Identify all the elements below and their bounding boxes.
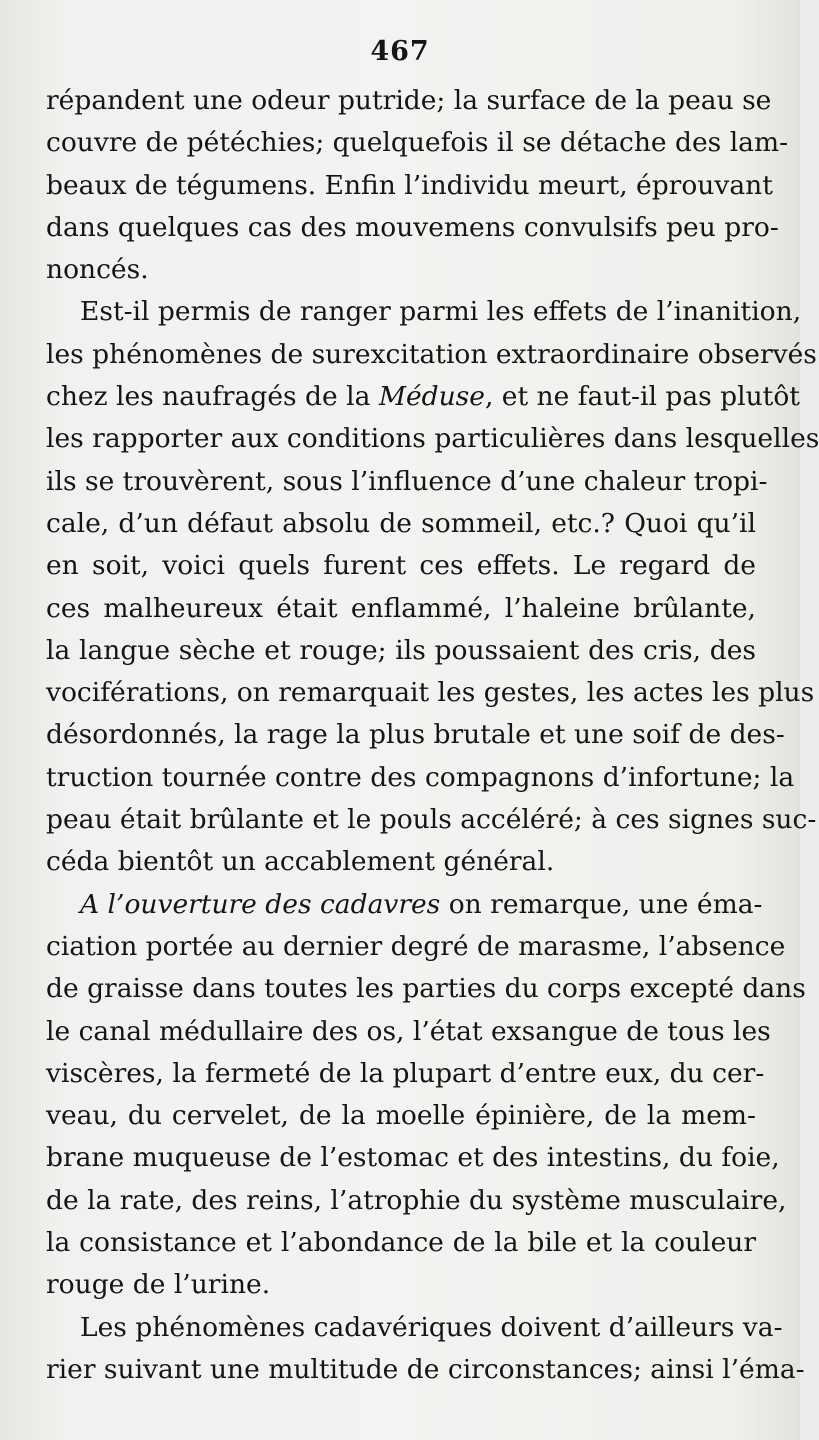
text-line — [46, 714, 785, 756]
text-line — [46, 545, 756, 587]
text-line — [46, 1180, 787, 1222]
body-text — [46, 80, 819, 1391]
text-segment: ces malheureux était enflammé, l’haleine brûlante, — [46, 592, 756, 624]
text-segment: truction tournée contre des compagnons d’infortune; la — [46, 761, 795, 793]
paragraph — [46, 884, 806, 1307]
text-segment: peau était brûlante et le pouls accéléré; à ces signes suc- — [46, 804, 817, 836]
text-segment: brane muqueuse de l’estomac et des intestins, du foie, — [46, 1142, 780, 1174]
text-segment: on remarque, une éma- — [440, 888, 763, 920]
text-segment: chez les naufragés de la — [46, 381, 379, 413]
text-line — [46, 1137, 780, 1179]
text-line — [46, 588, 756, 630]
text-segment: Les phénomènes cadavériques doivent d’ailleurs va- — [80, 1311, 783, 1343]
text-line — [46, 376, 800, 418]
text-line — [46, 1095, 756, 1137]
text-segment: couvre de pétéchies; quelquefois il se détache des lam- — [46, 127, 789, 159]
text-segment: veau, du cervelet, de la moelle épinière, de la mem- — [46, 1100, 756, 1132]
text-segment: en soit, voici quels furent ces effets. Le regard de — [46, 550, 756, 582]
text-line — [46, 884, 763, 926]
text-line — [46, 122, 789, 164]
text-segment: la consistance et l’abondance de la bile et la couleur — [46, 1227, 756, 1259]
text-line — [46, 207, 779, 249]
text-line — [46, 1307, 783, 1349]
text-segment: beaux de tégumens. Enfin l’individu meurt, éprouvant — [46, 169, 773, 201]
text-line — [46, 968, 806, 1010]
text-line — [46, 630, 756, 672]
text-segment: cale, d’un défaut absolu de sommeil, etc.? Quoi qu’il — [46, 507, 756, 539]
text-line — [46, 165, 773, 207]
text-line — [46, 418, 819, 460]
text-line — [46, 249, 756, 291]
text-segment: ils se trouvèrent, sous l’influence d’une chaleur tropi- — [46, 465, 768, 497]
text-line — [46, 80, 772, 122]
text-line — [46, 1349, 805, 1391]
text-segment: les rapporter aux conditions particulières dans lesquelles — [46, 423, 819, 455]
text-segment: répandent une odeur putride; la surface de la peau se — [46, 85, 772, 116]
text-line — [46, 1053, 765, 1095]
text-segment: désordonnés, la rage la plus brutale et une soif de des- — [46, 719, 785, 751]
text-segment: de la rate, des reins, l’atrophie du système musculaire, — [46, 1184, 787, 1216]
text-line — [46, 926, 786, 968]
text-line — [46, 757, 795, 799]
page-number: 467 — [370, 36, 430, 67]
text-line — [46, 672, 815, 714]
text-segment: viscères, la fermeté de la plupart d’entre eux, du cer- — [46, 1057, 765, 1089]
text-line — [46, 461, 768, 503]
text-segment: vociférations, on remarquait les gestes, les actes les plus — [46, 677, 815, 709]
italic-text: A l’ouverture des cadavres — [80, 888, 441, 920]
text-segment: les phénomènes de surexcitation extraordinaire observés — [46, 338, 817, 370]
text-segment: , et ne faut-il pas plutôt — [484, 381, 800, 413]
text-segment: le canal médullaire des os, l’état exsangue de tous les — [46, 1015, 771, 1047]
text-segment: rouge de l’urine. — [46, 1269, 271, 1301]
text-line — [46, 291, 802, 333]
text-line — [46, 841, 756, 883]
text-line — [46, 503, 756, 545]
text-segment: noncés. — [46, 254, 149, 286]
text-line — [46, 799, 817, 841]
text-segment: ciation portée au dernier degré de marasme, l’absence — [46, 930, 786, 962]
text-segment: Est-il permis de ranger parmi les effets de l’inanition, — [80, 296, 802, 328]
text-segment: rier suivant une multitude de circonstances; ainsi l’éma- — [46, 1353, 805, 1385]
text-segment: la langue sèche et rouge; ils poussaient des cris, des — [46, 634, 756, 666]
text-line — [46, 1264, 756, 1306]
paragraph — [46, 80, 789, 291]
text-line — [46, 1222, 756, 1264]
text-segment: de graisse dans toutes les parties du corps excepté dans — [46, 973, 806, 1005]
text-line — [46, 1011, 771, 1053]
text-segment: céda bientôt un accablement général. — [46, 846, 555, 878]
italic-text: Méduse — [378, 381, 485, 413]
text-segment: dans quelques cas des mouvemens convulsifs peu pro- — [46, 211, 779, 243]
text-line — [46, 334, 817, 376]
paragraph — [46, 1307, 805, 1392]
paragraph — [46, 291, 819, 883]
